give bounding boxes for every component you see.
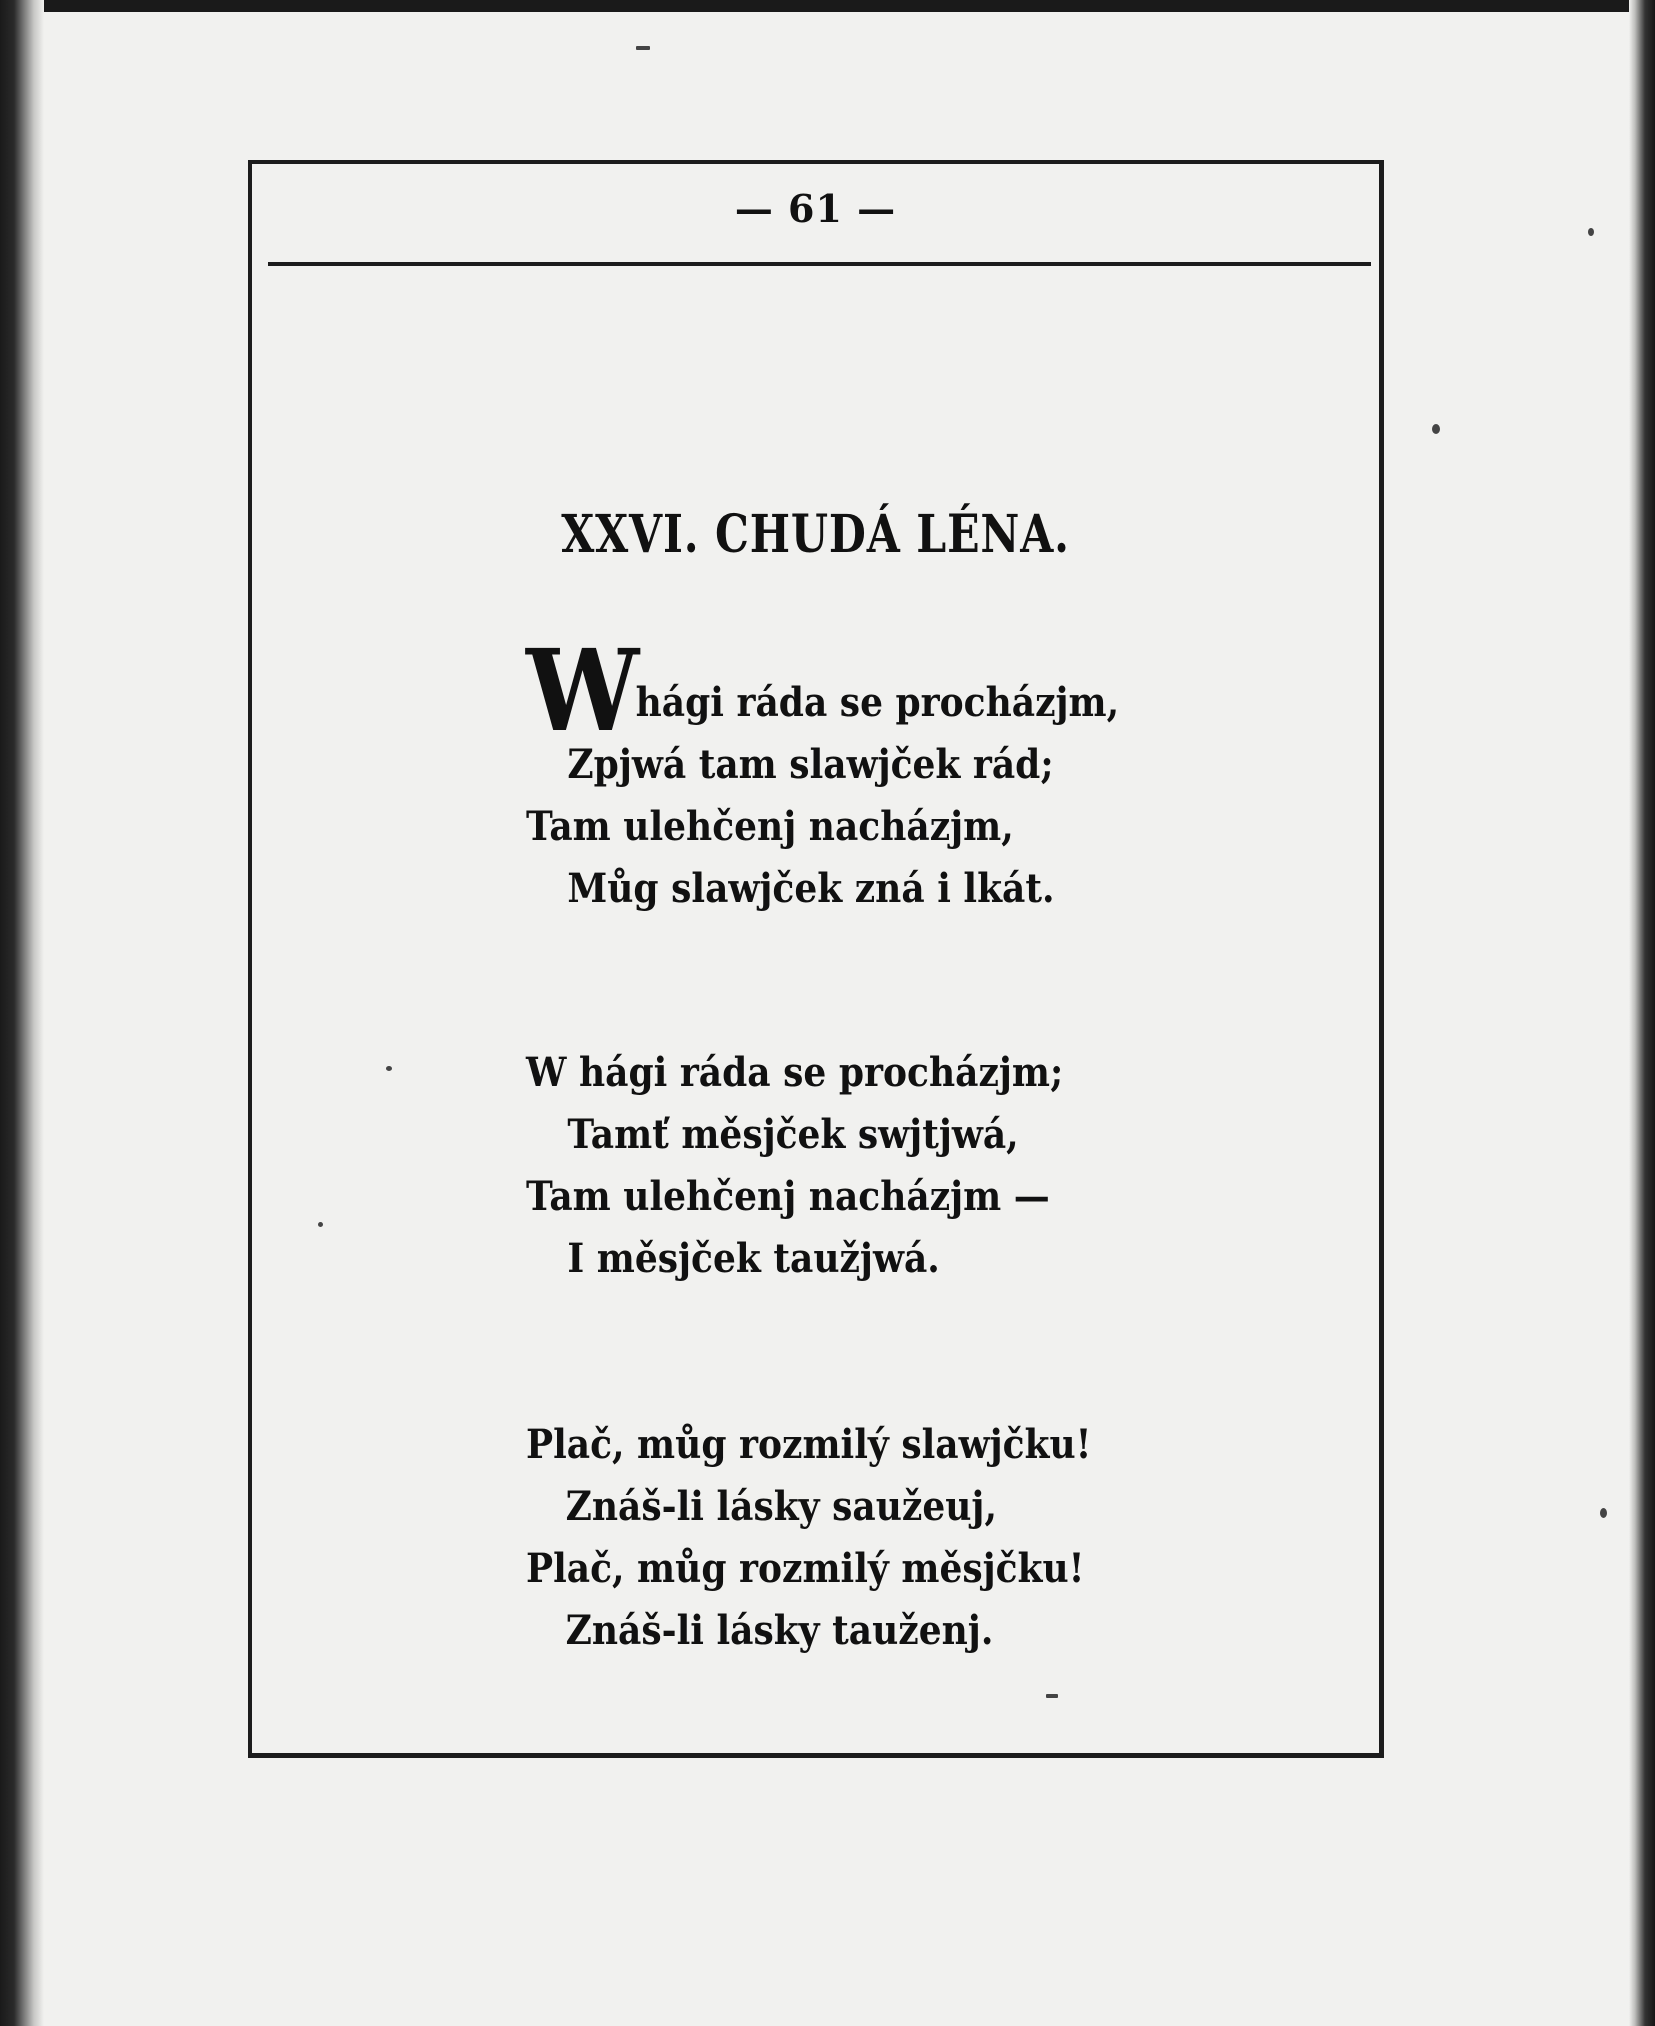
scan-edge-left: [0, 0, 44, 2026]
scan-speck: [1588, 228, 1594, 236]
page-frame: [248, 160, 1384, 1758]
poem-line: W hági ráda se procházjm;: [526, 1049, 1064, 1096]
scan-edge-top: [0, 0, 1655, 12]
poem-line: Znáš-li lásky tauženj.: [565, 1607, 994, 1654]
poem-line: Můg slawjček zná i lkát.: [567, 865, 1055, 912]
stanza-3: [526, 1414, 1386, 1662]
scan-speck: [1600, 1508, 1607, 1518]
poem-line: Tamť měsjček swjtjwá,: [567, 1111, 1019, 1158]
stanza-1: [526, 626, 1386, 920]
stanza-2: [526, 1042, 1386, 1290]
scan-speck: [1432, 424, 1440, 434]
poem-line-text: hági ráda se procházjm,: [635, 679, 1120, 726]
poem-body: [526, 626, 1386, 1662]
poem-line: I měsjček taužjwá.: [567, 1235, 940, 1282]
scan-edge-right: [1629, 0, 1655, 2026]
scan-speck: [636, 46, 650, 50]
drop-cap: W: [526, 626, 634, 757]
poem-line: Zpjwá tam slawjček rád;: [567, 741, 1054, 788]
poem-line: Tam ulehčenj nacházjm —: [526, 1173, 1050, 1220]
header-rule: [268, 262, 1371, 266]
poem-line: Znáš-li lásky saužeuj,: [565, 1483, 997, 1530]
poem-title: XXVI. CHUDÁ LÉNA.: [561, 504, 1070, 565]
poem-line: Plač, můg rozmilý měsjčku!: [526, 1545, 1085, 1592]
poem-line: Plač, můg rozmilý slawjčku!: [526, 1421, 1092, 1468]
page-number: — 61 —: [734, 186, 897, 231]
poem-line: [526, 626, 1300, 757]
poem-line: Tam ulehčenj nacházjm,: [526, 803, 1014, 850]
